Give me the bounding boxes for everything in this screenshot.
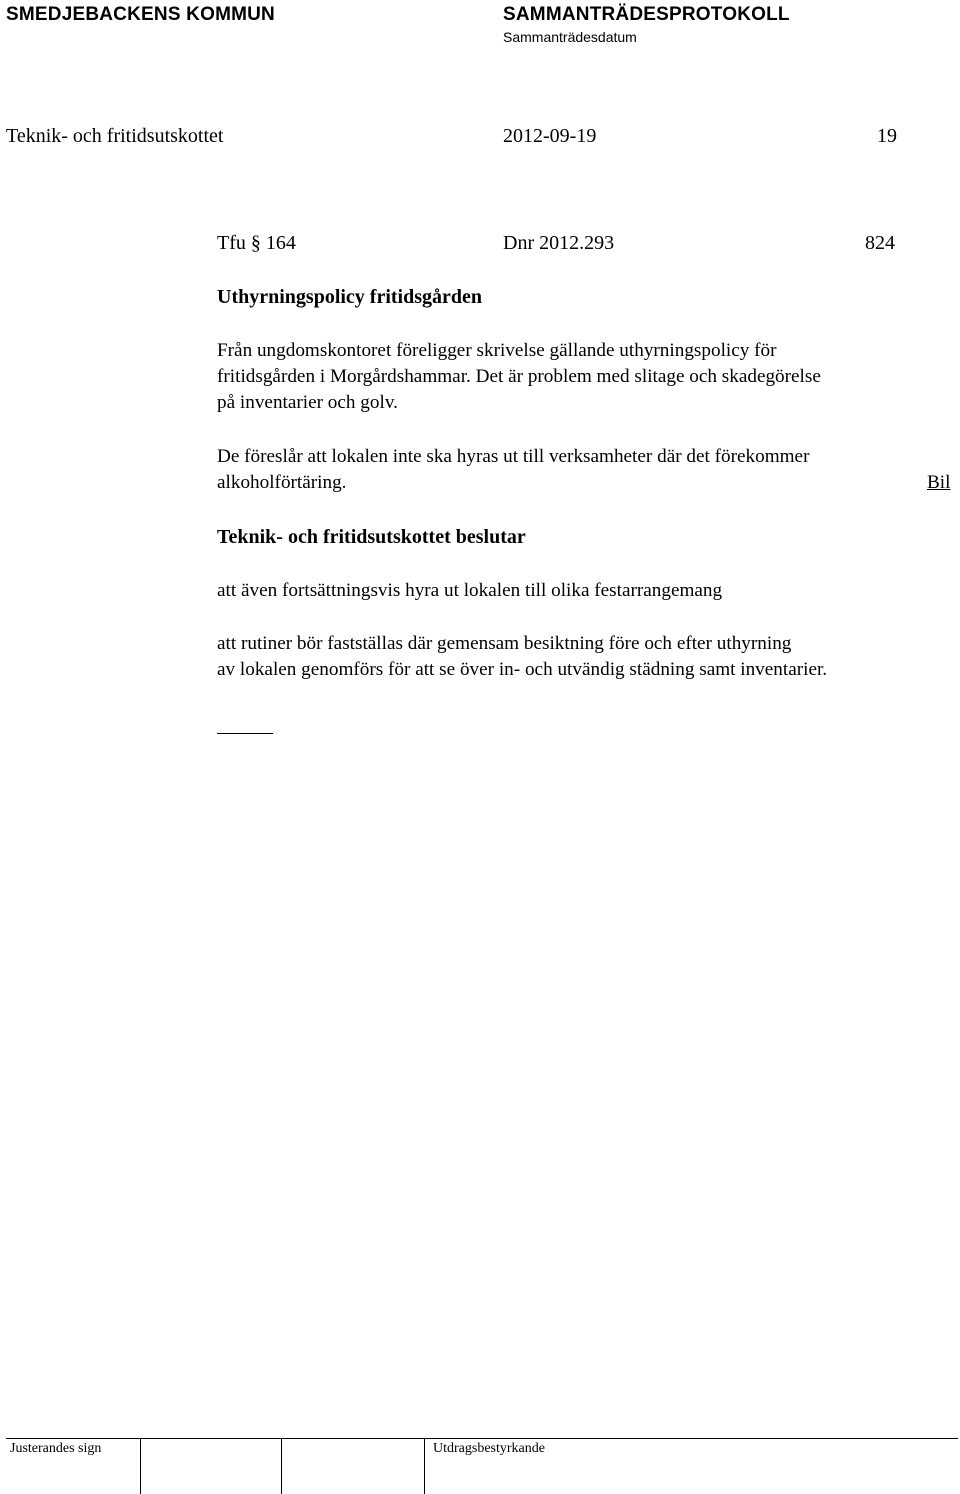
organization-name: SMEDJEBACKENS KOMMUN [6, 4, 275, 25]
footer-divider [424, 1438, 425, 1494]
text-line: att rutiner bör fastställas där gemensam besiktning före och efter uthyrning [217, 633, 792, 654]
footer-divider [281, 1438, 282, 1494]
section-sign-icon: § [250, 232, 261, 254]
attachment-link[interactable]: Bil [927, 472, 951, 493]
document-type: SAMMANTRÄDESPROTOKOLL [503, 4, 790, 25]
text-line: av lokalen genomförs för att se över in- och utvändig städning samt inventarier. [217, 659, 828, 680]
decision-heading: Teknik- och fritidsutskottet beslutar [217, 526, 526, 548]
text-line: på inventarier och golv. [217, 392, 398, 413]
section-end-rule [217, 733, 273, 734]
extract-certification-label: Utdragsbestyrkande [433, 1441, 545, 1456]
page-number: 19 [877, 125, 897, 147]
text-line: De föreslår att lokalen inte ska hyras ut till verksamheter där det förekommer [217, 446, 810, 467]
footer-divider [140, 1438, 141, 1494]
description-paragraph [217, 338, 957, 416]
meeting-date: 2012-09-19 [503, 125, 597, 147]
case-title: Uthyrningspolicy fritidsgården [217, 286, 483, 308]
proposal-paragraph [217, 444, 957, 496]
footer-rule [6, 1438, 958, 1439]
meeting-date-label: Sammanträdesdatum [503, 29, 637, 45]
adjuster-sign-label: Justerandes sign [10, 1441, 102, 1456]
text-line: fritidsgården i Morgårdshammar. Det är problem med slitage och skadegörelse [217, 366, 821, 387]
decision-item [217, 631, 957, 683]
case-code: 824 [865, 232, 895, 254]
text-line: att även fortsättningsvis hyra ut lokalen till olika festarrangemang [217, 580, 723, 601]
paragraph-reference [217, 232, 296, 255]
paragraph-prefix: Tfu [217, 232, 246, 254]
text-line: alkoholförtäring. [217, 472, 347, 493]
paragraph-number: 164 [265, 232, 296, 254]
case-dnr: Dnr 2012.293 [503, 232, 615, 254]
text-line: Från ungdomskontoret föreligger skrivelse gällande uthyrningspolicy för [217, 340, 777, 361]
committee-name: Teknik- och fritidsutskottet [6, 125, 224, 147]
decision-item [217, 578, 957, 604]
